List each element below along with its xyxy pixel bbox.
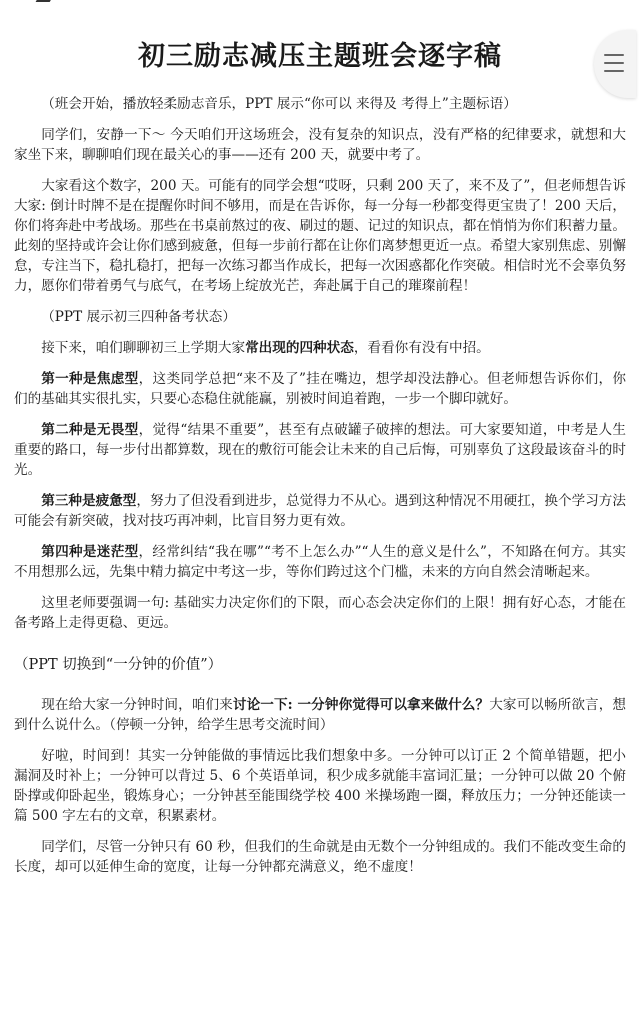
emphasis-discussion-question: 讨论一下: 一分钟你觉得可以拿来做什么？: [232, 697, 490, 713]
paragraph-greeting: 同学们，安静一下～ 今天咱们开这场班会，没有复杂的知识点，没有严格的纪律要求，就想和大家坐下来，聊聊咱们现在最关心的事——还有 200 天，就要中考了。: [14, 127, 626, 163]
ppt-note-four-states: （PPT 展示初三四种备考状态）: [41, 309, 236, 325]
paragraph-one-minute-examples: 好啦，时间到！其实一分钟能做的事情远比我们想象中多。一分钟可以订正 2 个简单错题，把小漏洞及时补上；一分钟可以背过 5、6 个英语单词，积少成多就能丰富词汇量；一分钟可以做 20 个俯卧撑或仰卧起坐，锻炼身心；一分钟甚至能围绕学校 400 米操场跑一圈，释放压力；一分钟还能读一篇 500 字左右的文章，积累素材。: [14, 748, 626, 824]
paragraph-state-anxious: 第一种是焦虑型，这类同学总把“来不及了”挂在嘴边，想学却没法静心。但老师想告诉你们，你们的基础其实很扎实，只要心态稳住就能赢，别被时间追着跑，一步一个脚印就好。: [14, 371, 626, 407]
opening-stage-note: （班会开始，播放轻柔励志音乐，PPT 展示“你可以 来得及 考得上”主题标语）: [41, 96, 517, 112]
state-careless-label: 第二种是无畏型: [41, 422, 139, 438]
document-body: [14, 40, 626, 888]
emphasis-four-states: 常出现的四种状态: [245, 340, 354, 356]
paragraph-state-tired: 第三种是疲惫型，努力了但没看到进步，总觉得力不从心。遇到这种情况不用硬扛，换个学习方法可能会有新突破，找对技巧再冲刺，比盲目努力更有效。: [14, 493, 626, 529]
paragraph-four-states-intro: 接下来，咱们聊聊初三上学期大家常出现的四种状态，看看你有没有中招。: [41, 340, 490, 356]
paragraph-state-careless: 第二种是无畏型，觉得“结果不重要”，甚至有点破罐子破摔的想法。可大家要知道，中考是人生重要的路口，每一步付出都算数，现在的敷衍可能会让未来的自己后悔，可别辜负了这段最该奋斗的时光。: [14, 422, 626, 478]
paragraph-200-days: 大家看这个数字，200 天。可能有的同学会想“哎呀，只剩 200 天了，来不及了”，但老师想告诉大家: 倒计时牌不是在提醒你时间不够用，而是在告诉你，每一分每一秒都变得更宝贵了！200 天后，你们将奔赴中考战场。那些在书桌前熬过的夜、刷过的题、记过的知识点，都在悄悄为你们积蓄力量。此刻的坚持或许会让你们感到疲惫，但每一步前行都在让你们离梦想更近一点。希望大家别焦虑、别懈怠，专注当下，稳扎稳打，把每一次练习都当作成长，把每一次困惑都化作突破。相信时光不会辜负努力，愿你们带着勇气与底气，在考场上绽放光芒，奔赴属于自己的璀璨前程！: [14, 178, 626, 294]
state-lost-label: 第四种是迷茫型: [41, 544, 139, 560]
paragraph-one-minute-discussion: 现在给大家一分钟时间，咱们来讨论一下: 一分钟你觉得可以拿来做什么？大家可以畅所欲言，想到什么说什么。（停顿一分钟，给学生思考交流时间）: [14, 697, 627, 733]
paragraph-closing: 同学们，尽管一分钟只有 60 秒，但我们的生命就是由无数个一分钟组成的。我们不能改变生命的长度，却可以延伸生命的宽度，让每一分钟都充满意义，绝不虚度！: [14, 839, 626, 875]
state-tired-label: 第三种是疲惫型: [41, 493, 137, 509]
top-edge-fragment: [10, 0, 610, 4]
state-anxious-label: 第一种是焦虑型: [41, 371, 139, 387]
paragraph-state-lost: 第四种是迷茫型，经常纠结“我在哪”“考不上怎么办”“人生的意义是什么”，不知路在何方。其实不用想那么远，先集中精力搞定中考这一步，等你们跨过这个门槛，未来的方向自然会清晰起来。: [14, 544, 627, 580]
ppt-note-one-minute: （PPT 切换到“一分钟的价值”）: [14, 657, 223, 673]
page-title: 初三励志减压主题班会逐字稿: [138, 41, 502, 72]
back-arrow-icon[interactable]: [36, 0, 55, 2]
paragraph-mindset: 这里老师要强调一句: 基础实力决定你们的下限，而心态会决定你们的上限！拥有好心态，才能在备考路上走得更稳、更远。: [14, 595, 626, 631]
